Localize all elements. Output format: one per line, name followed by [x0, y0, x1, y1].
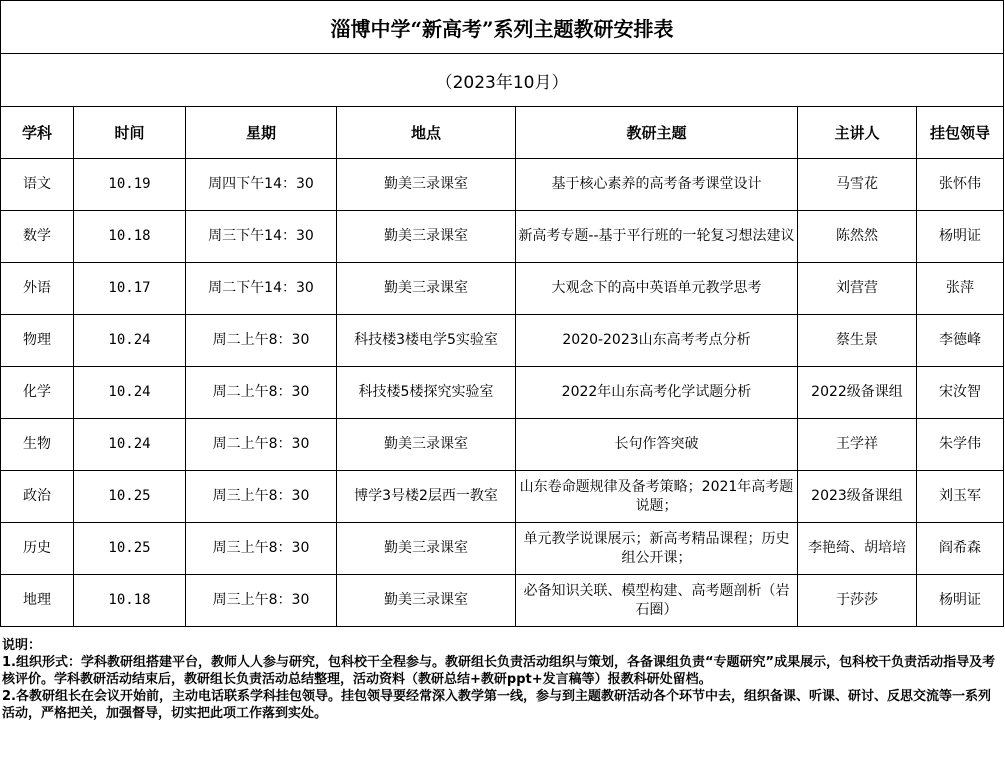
weekday-cell: 周二下午14：30 [186, 263, 337, 315]
table-row [1, 575, 1004, 627]
header-time: 时间 [74, 107, 186, 159]
table-row [1, 367, 1004, 419]
notes-heading: 说明： [2, 638, 42, 653]
header-weekday: 星期 [186, 107, 337, 159]
subject-cell: 语文 [1, 159, 74, 211]
weekday-cell: 周三下午14：30 [186, 211, 337, 263]
speaker-cell: 李艳绮、胡培培 [798, 523, 917, 575]
page-subtitle: （2023年10月） [1, 54, 1004, 107]
time-cell: 10.17 [74, 263, 186, 315]
location-cell: 勤美三录课室 [337, 159, 516, 211]
speaker-cell: 于莎莎 [798, 575, 917, 627]
table-row [1, 419, 1004, 471]
notes-item-1: 1.组织形式：学科教研组搭建平台，教师人人参与研究，包科校干全程参与。教研组长负责活动组织与策划，各备课组负责“专题研究”成果展示，包科校干负责活动指导及考核评价。学科教研活动结束后，教研组长负责活动总结整理，活动资料（教研总结+教研ppt+发言稿等）报教科研处留档。 [2, 655, 996, 687]
header-topic: 教研主题 [516, 107, 798, 159]
subject-cell: 外语 [1, 263, 74, 315]
table-row [1, 211, 1004, 263]
topic-cell: 大观念下的高中英语单元教学思考 [516, 263, 798, 315]
speaker-cell: 蔡生景 [798, 315, 917, 367]
subject-cell: 物理 [1, 315, 74, 367]
notes-section [2, 637, 1000, 722]
leader-cell: 杨明证 [917, 575, 1004, 627]
header-leader: 挂包领导 [917, 107, 1004, 159]
topic-cell: 山东卷命题规律及备考策略；2021年高考题说题； [516, 471, 798, 523]
leader-cell: 张萍 [917, 263, 1004, 315]
location-cell: 勤美三录课室 [337, 211, 516, 263]
speaker-cell: 刘营营 [798, 263, 917, 315]
location-cell: 勤美三录课室 [337, 523, 516, 575]
header-speaker: 主讲人 [798, 107, 917, 159]
speaker-cell: 2022级备课组 [798, 367, 917, 419]
weekday-cell: 周三上午8：30 [186, 523, 337, 575]
topic-cell: 单元教学说课展示；新高考精品课程；历史组公开课； [516, 523, 798, 575]
time-cell: 10.18 [74, 575, 186, 627]
notes-item-2: 2.各教研组长在会议开始前，主动电话联系学科挂包领导。挂包领导要经常深入教学第一线，参与到主题教研活动各个环节中去，组织备课、听课、研讨、反思交流等一系列活动，严格把关，加强督导，切实把此项工作落到实处。 [2, 689, 991, 721]
leader-cell: 宋汝智 [917, 367, 1004, 419]
subject-cell: 地理 [1, 575, 74, 627]
weekday-cell: 周四下午14：30 [186, 159, 337, 211]
time-cell: 10.19 [74, 159, 186, 211]
weekday-cell: 周三上午8：30 [186, 471, 337, 523]
header-location: 地点 [337, 107, 516, 159]
subject-cell: 数学 [1, 211, 74, 263]
location-cell: 勤美三录课室 [337, 575, 516, 627]
leader-cell: 杨明证 [917, 211, 1004, 263]
time-cell: 10.24 [74, 367, 186, 419]
topic-cell: 基于核心素养的高考备考课堂设计 [516, 159, 798, 211]
location-cell: 博学3号楼2层西一教室 [337, 471, 516, 523]
speaker-cell: 王学祥 [798, 419, 917, 471]
location-cell: 勤美三录课室 [337, 419, 516, 471]
table-row [1, 471, 1004, 523]
table-row [1, 159, 1004, 211]
topic-cell: 必备知识关联、模型构建、高考题剖析（岩石圈） [516, 575, 798, 627]
topic-cell: 新高考专题--基于平行班的一轮复习想法建议 [516, 211, 798, 263]
weekday-cell: 周二上午8：30 [186, 367, 337, 419]
weekday-cell: 周二上午8：30 [186, 419, 337, 471]
subject-cell: 历史 [1, 523, 74, 575]
leader-cell: 李德峰 [917, 315, 1004, 367]
time-cell: 10.24 [74, 419, 186, 471]
header-subject: 学科 [1, 107, 74, 159]
table-body [1, 159, 1004, 627]
location-cell: 科技楼3楼电学5实验室 [337, 315, 516, 367]
leader-cell: 朱学伟 [917, 419, 1004, 471]
table-row [1, 263, 1004, 315]
time-cell: 10.18 [74, 211, 186, 263]
leader-cell: 阎希森 [917, 523, 1004, 575]
table-row [1, 315, 1004, 367]
header-row [1, 107, 1004, 159]
table-row [1, 523, 1004, 575]
speaker-cell: 2023级备课组 [798, 471, 917, 523]
subject-cell: 政治 [1, 471, 74, 523]
speaker-cell: 陈然然 [798, 211, 917, 263]
weekday-cell: 周三上午8：30 [186, 575, 337, 627]
time-cell: 10.24 [74, 315, 186, 367]
location-cell: 勤美三录课室 [337, 263, 516, 315]
time-cell: 10.25 [74, 471, 186, 523]
topic-cell: 2020-2023山东高考考点分析 [516, 315, 798, 367]
topic-cell: 长句作答突破 [516, 419, 798, 471]
subject-cell: 化学 [1, 367, 74, 419]
subject-cell: 生物 [1, 419, 74, 471]
weekday-cell: 周二上午8：30 [186, 315, 337, 367]
location-cell: 科技楼5楼探究实验室 [337, 367, 516, 419]
leader-cell: 张怀伟 [917, 159, 1004, 211]
speaker-cell: 马雪花 [798, 159, 917, 211]
topic-cell: 2022年山东高考化学试题分析 [516, 367, 798, 419]
time-cell: 10.25 [74, 523, 186, 575]
page-title: 淄博中学“新高考”系列主题教研安排表 [1, 1, 1004, 54]
leader-cell: 刘玉军 [917, 471, 1004, 523]
